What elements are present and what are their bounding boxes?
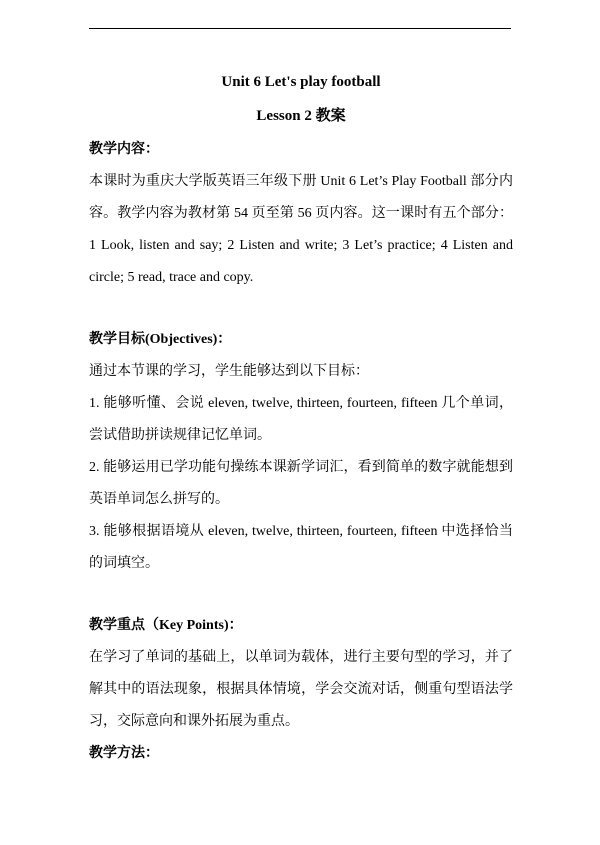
- section-heading-key-points: 教学重点（Key Points)：: [89, 618, 243, 633]
- header-rule: [89, 28, 511, 29]
- objective-item-1: 1. 能够听懂、会说 eleven, twelve, thirteen, fourteen, fifteen 几个单词，尝试借助拼读规律记忆单词。: [89, 396, 513, 443]
- section-key-points: [89, 610, 513, 738]
- key-points-paragraph: 在学习了单词的基础上，以单词为载体，进行主要句型的学习，并了解其中的语法现象，根据具体情境，学会交流对话，侧重句型语法学习，交际意向和课外拓展为重点。: [89, 650, 513, 729]
- document-body: [89, 68, 513, 770]
- document-title: Unit 6 Let's play football: [221, 74, 381, 90]
- objectives-intro: 通过本节课的学习，学生能够达到以下目标：: [89, 364, 369, 379]
- section-heading-content: 教学内容：: [89, 142, 159, 157]
- content-paragraph: 本课时为重庆大学版英语三年级下册 Unit 6 Let’s Play Football 部分内容。教学内容为教材第 54 页至第 56 页内容。这一课时有五个部分：1 Look, listen and say; 2 Listen and write; 3 Let’s practice; 4 Listen and circle; 5 read, trace and copy.: [89, 174, 513, 285]
- section-heading-methods: 教学方法：: [89, 746, 159, 761]
- section-teaching-content: [89, 134, 513, 294]
- objective-item-3: 3. 能够根据语境从 eleven, twelve, thirteen, fourteen, fifteen 中选择恰当的词填空。: [89, 524, 513, 571]
- section-methods: [89, 738, 513, 770]
- document-subtitle: Lesson 2 教案: [256, 108, 346, 124]
- objective-item-2: 2. 能够运用已学功能句操练本课新学词汇，看到简单的数字就能想到英语单词怎么拼写的。: [89, 460, 513, 507]
- section-objectives: [89, 324, 513, 580]
- section-heading-objectives: 教学目标(Objectives)：: [89, 332, 232, 347]
